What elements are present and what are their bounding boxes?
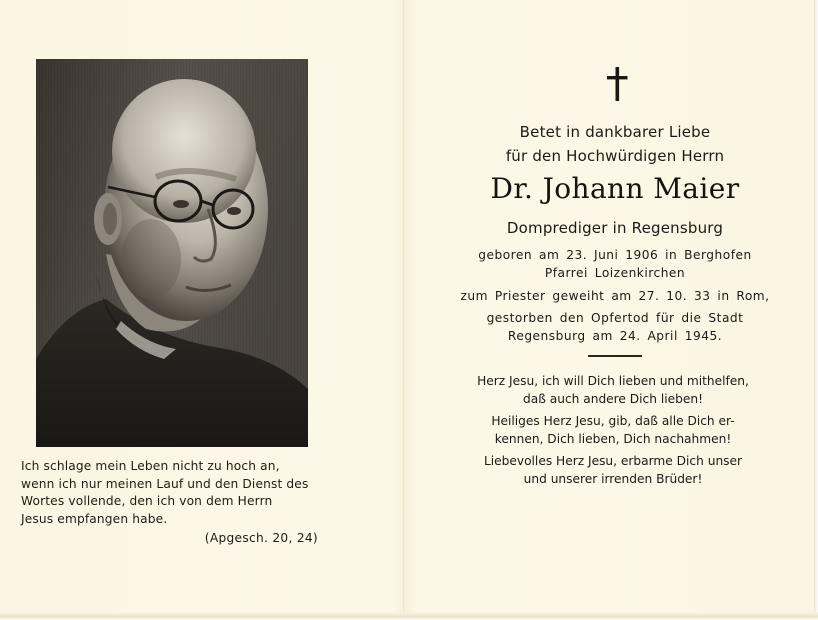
portrait-image	[36, 59, 308, 447]
biography-line: Regensburg am 24. April 1945.	[507, 329, 723, 343]
deceased-role: Domprediger in Regensburg	[506, 219, 724, 237]
prayer-line: Herz Jesu, ich will Dich lieben und mithelfen,	[477, 374, 749, 388]
card-edge-right	[814, 0, 818, 620]
section-divider	[588, 355, 642, 357]
biography-line: zum Priester geweiht am 27. 10. 33 in Rom,	[460, 289, 770, 303]
quote-line: Wortes vollende, den ich von dem Herrn	[21, 494, 273, 508]
prayer-line: Liebevolles Herz Jesu, erbarme Dich unser	[483, 454, 743, 468]
quote-line: Ich schlage mein Leben nicht zu hoch an,	[21, 459, 280, 473]
scripture-quote	[21, 458, 321, 528]
card-edge-bottom	[0, 612, 818, 620]
biography-line: geboren am 23. Juni 1906 in Berghofen	[478, 248, 752, 262]
quote-reference: (Apgesch. 20, 24)	[204, 531, 318, 545]
deceased-name: Dr. Johann Maier	[490, 172, 740, 205]
prayer-heading-line-1: Betet in dankbarer Liebe	[519, 123, 711, 141]
priest-portrait-photo	[36, 59, 308, 447]
card-fold	[403, 0, 405, 620]
prayer-line: Heiliges Herz Jesu, gib, daß alle Dich er-	[491, 414, 735, 428]
prayer-line: und unserer irrenden Brüder!	[523, 472, 703, 486]
prayer-heading-line-2: für den Hochwürdigen Herrn	[505, 147, 725, 165]
quote-line: wenn ich nur meinen Lauf und den Dienst des	[21, 476, 309, 491]
prayer-line: kennen, Dich lieben, Dich nachahmen!	[494, 432, 732, 446]
biography-line: Pfarrei Loizenkirchen	[544, 266, 686, 280]
biography-line: gestorben den Opfertod für die Stadt	[486, 311, 744, 325]
quote-line: Jesus empfangen habe.	[21, 511, 168, 526]
prayer-line: daß auch andere Dich lieben!	[523, 392, 703, 406]
cross-icon	[598, 64, 638, 104]
